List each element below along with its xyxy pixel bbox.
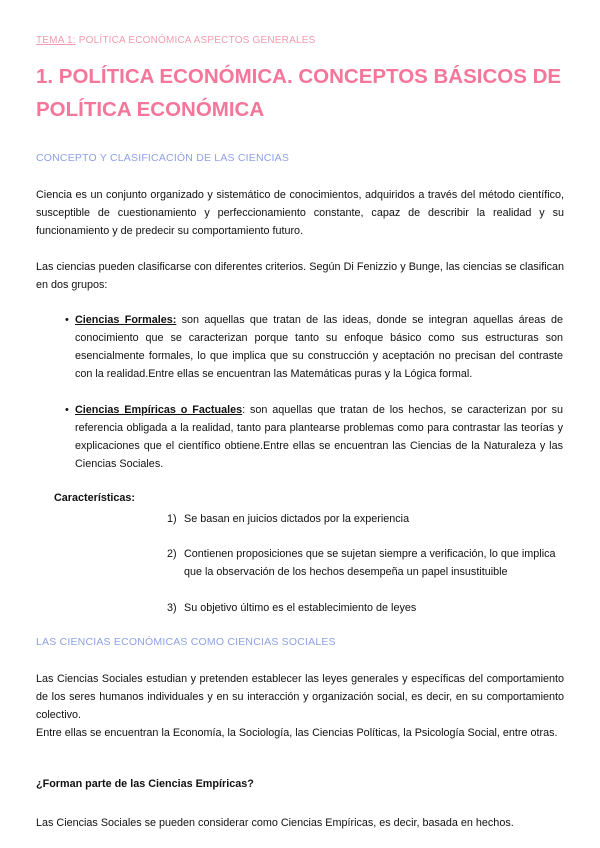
bullet-term: Ciencias Formales: <box>75 314 177 326</box>
bullet-marker: • <box>65 404 69 416</box>
list-number: 3) <box>167 602 177 614</box>
bullet-marker: • <box>65 314 69 326</box>
paragraph-ciencias-sociales: Las Ciencias Sociales estudian y pretenden establecer las leyes generales y específicas del comportamiento de los seres humanos individuales y en su interacción y organización social, es decir, en su comportamiento colectivo. <box>36 673 564 721</box>
caracteristicas-label: Características: <box>54 492 136 504</box>
bullet-description: son aquellas que tratan de las ideas, donde se integran aquellas áreas de conocimiento que se caracterizan porque tanto su enfoque básico como sus estructuras son esencialmente formales, lo que implica que su construcción y aceptación no precisan del contraste con la realidad.Entre ellas se encuentran las Matemáticas puras y la Lógica formal. <box>75 314 563 380</box>
list-number: 2) <box>167 548 177 560</box>
bullet-description: : son aquellas que tratan de los hechos, se caracterizan por su referencia obligada a la realidad, tanto para plantearse problemas como para contrastar las teorías y explicaciones que el científico obtiene.Entre ellas se encuentran las Ciencias de la Naturaleza y las Ciencias Sociales. <box>75 404 563 470</box>
tema-title: POLÍTICA ECONÓMICA ASPECTOS GENERALES <box>78 35 316 46</box>
bullet-ciencias-empiricas <box>75 401 563 473</box>
paragraph-ciencia-definition: Ciencia es un conjunto organizado y sistemático de conocimientos, adquiridos a través del método científico, susceptible de cuestionamiento y perfeccionamiento constante, capaz de describir la realidad y su funcionamiento y de predecir su comportamiento futuro. <box>36 189 564 237</box>
bullet-ciencias-formales <box>75 311 563 383</box>
list-item: Se basan en juicios dictados por la experiencia <box>184 513 410 525</box>
bullet-term: Ciencias Empíricas o Factuales <box>75 404 243 416</box>
paragraph-clasificacion: Las ciencias pueden clasificarse con diferentes criterios. Según Di Fenizzio y Bunge, las ciencias se clasifican en dos grupos: <box>36 261 564 291</box>
list-number: 1) <box>167 513 177 525</box>
paragraph-economia-list: Entre ellas se encuentran la Economía, la Sociología, las Ciencias Políticas, la Psicología Social, entre otras. <box>36 727 558 739</box>
running-header <box>36 35 315 46</box>
question-heading: ¿Forman parte de las Ciencias Empíricas? <box>36 778 254 790</box>
tema-label: TEMA 1: <box>36 35 76 46</box>
paragraph-answer: Las Ciencias Sociales se pueden considerar como Ciencias Empíricas, es decir, basada en hechos. <box>36 817 514 829</box>
page-title: 1. POLÍTICA ECONÓMICA. CONCEPTOS BÁSICOS DE POLÍTICA ECONÓMICA <box>36 65 562 121</box>
section-heading-concepto: CONCEPTO Y CLASIFICACIÓN DE LAS CIENCIAS <box>36 152 290 164</box>
list-item: Contienen proposiciones que se sujetan siempre a verificación, lo que implica que la observación de los hechos desempeña un papel insustituible <box>184 548 556 578</box>
section-heading-ciencias-economicas: LAS CIENCIAS ECONÓMICAS COMO CIENCIAS SOCIALES <box>36 636 336 648</box>
list-item: Su objetivo último es el establecimiento de leyes <box>184 602 417 614</box>
